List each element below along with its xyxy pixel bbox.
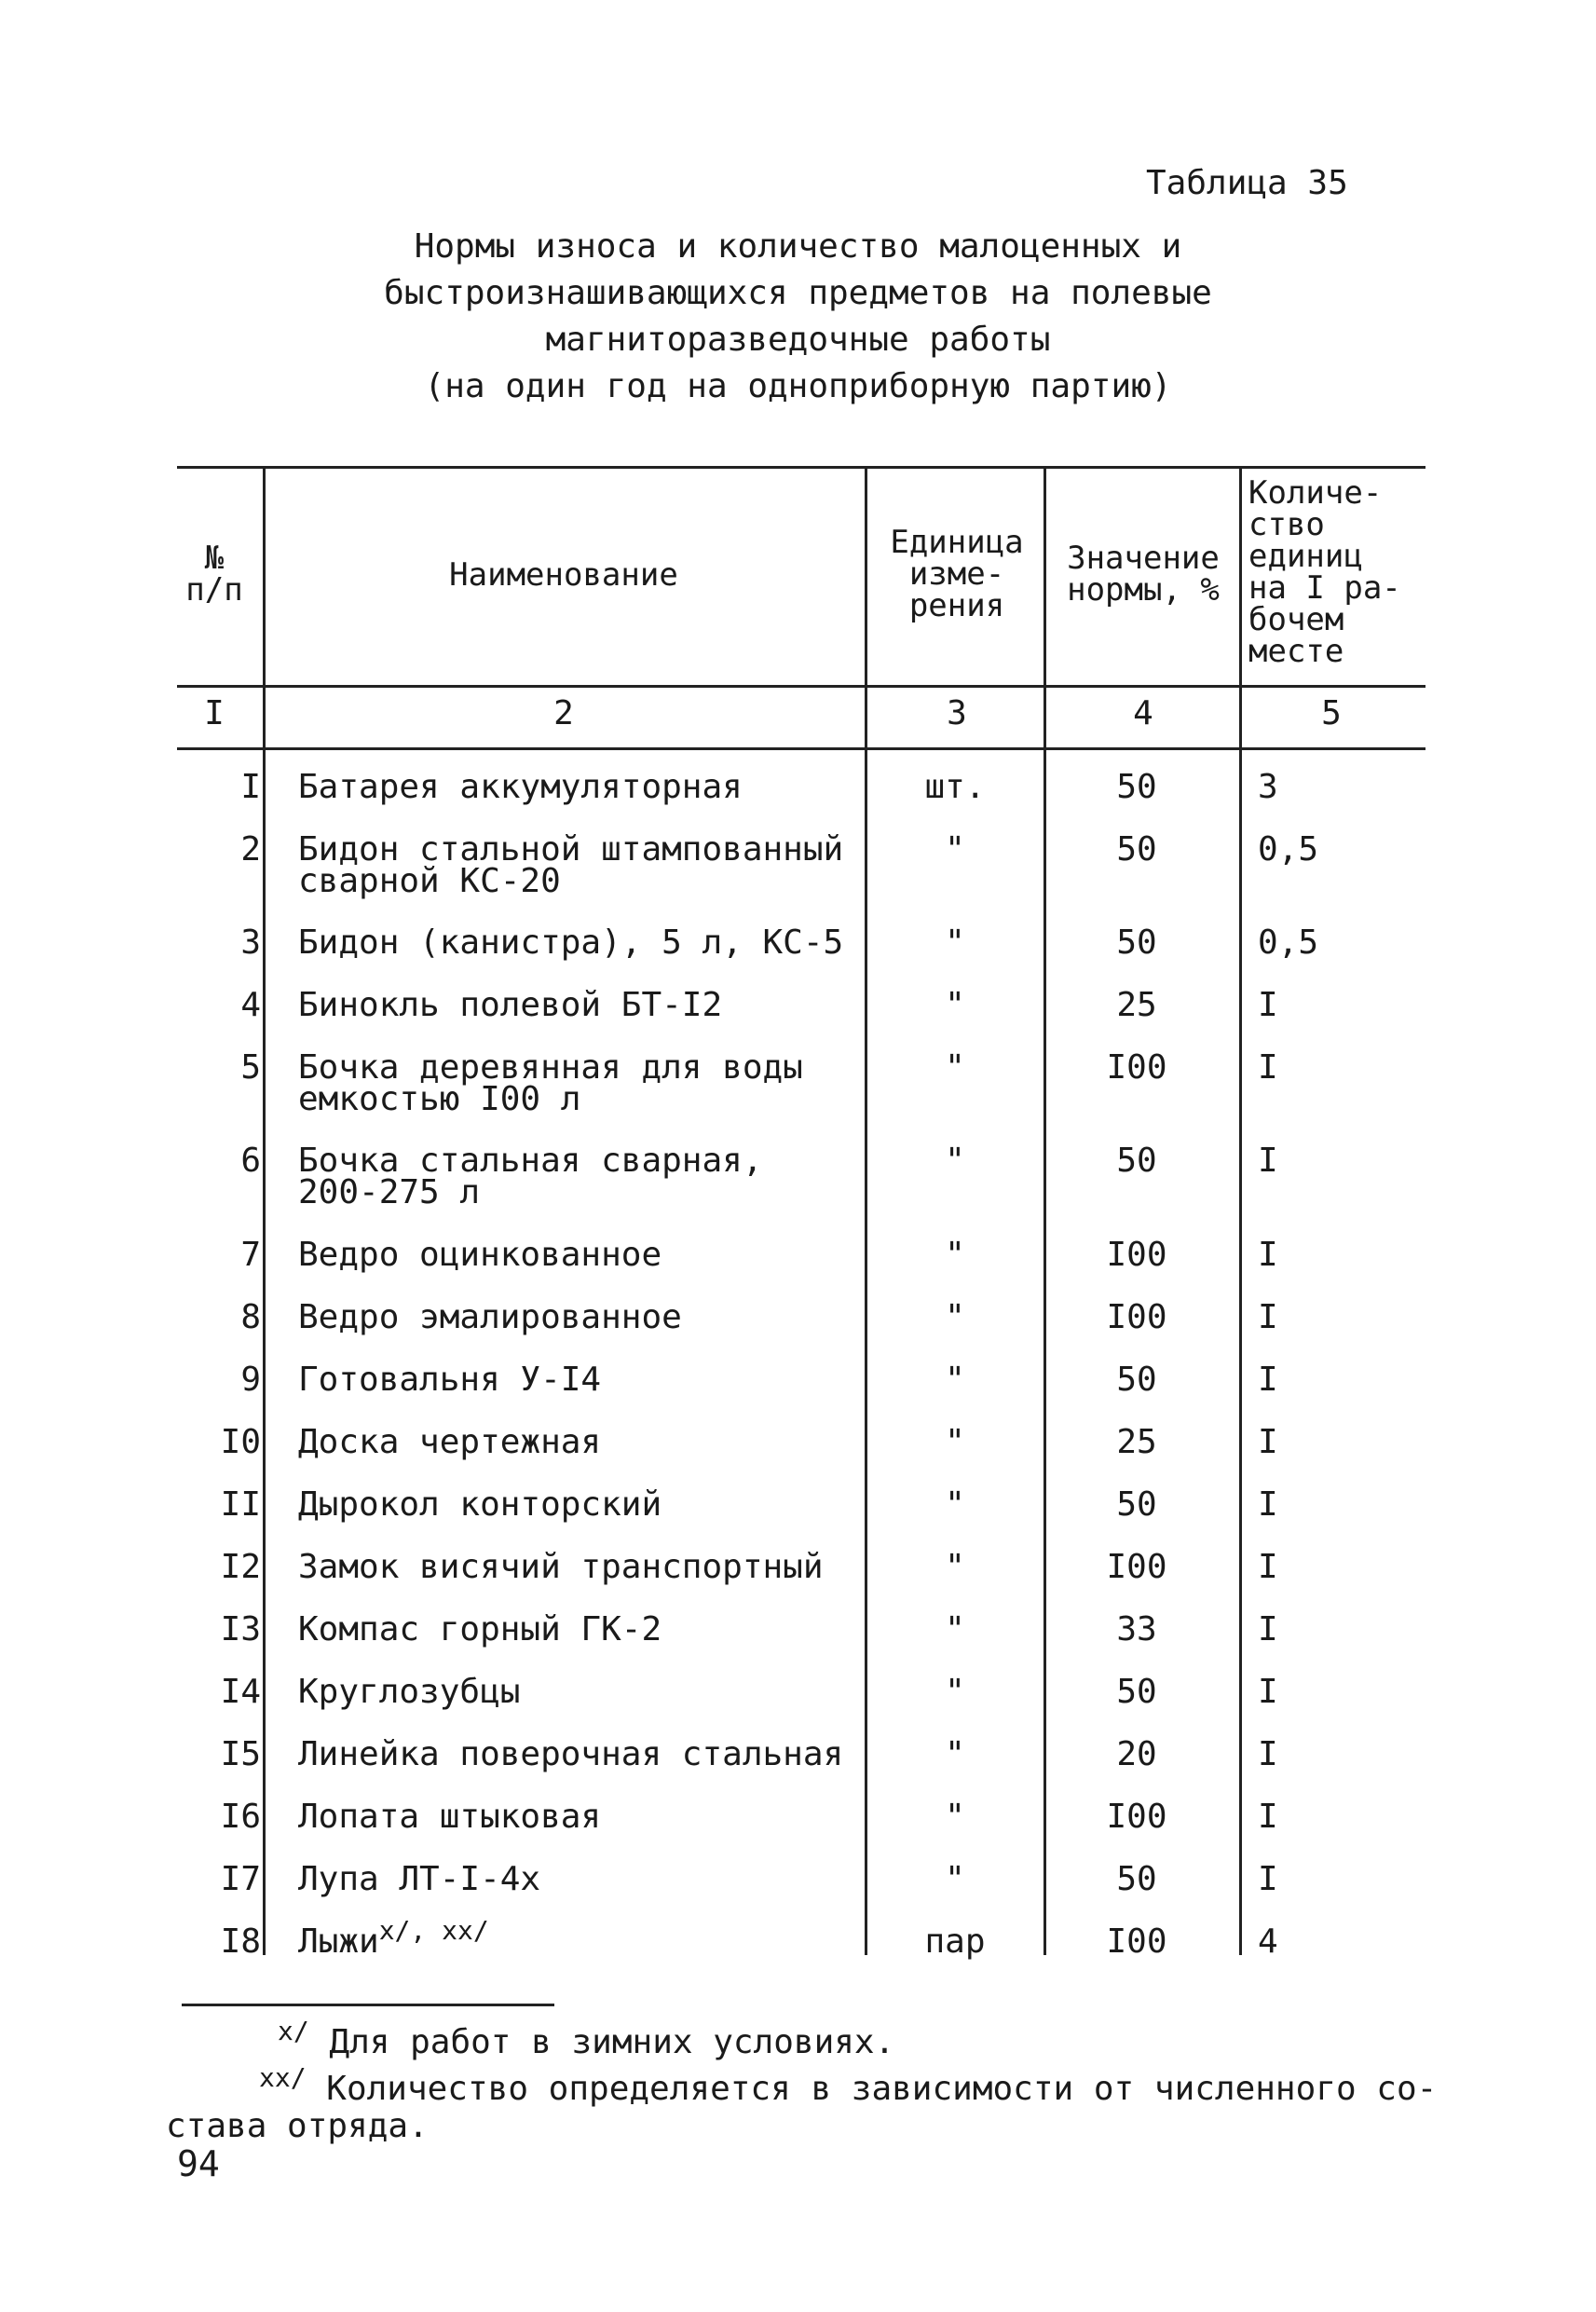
quantity: I: [1258, 1735, 1278, 1773]
quantity: 0,5: [1258, 830, 1319, 869]
unit: ": [945, 1673, 965, 1711]
table-number: Таблица 35: [1146, 164, 1348, 202]
footnote-rule: [182, 2004, 554, 2006]
item-name-line: сварной КС-20: [298, 862, 561, 900]
footnote-mark: хх/: [259, 2062, 307, 2093]
item-name-line: Доска чертежная: [298, 1423, 602, 1461]
item-name: [298, 1673, 894, 1711]
header-number: № п/п: [185, 540, 243, 609]
footnote-2-continuation: става отряда.: [166, 2107, 429, 2145]
unit: ": [945, 1361, 965, 1399]
item-name-line: Готовальня У-I4: [298, 1361, 602, 1399]
quantity: I: [1258, 1236, 1278, 1274]
norm-value: I00: [1106, 1236, 1167, 1274]
row-number: I3: [220, 1610, 261, 1648]
item-name: [298, 830, 894, 900]
row-number: I7: [220, 1860, 261, 1898]
item-name-line: Лупа ЛТ-I-4х: [298, 1860, 541, 1898]
row-number: II: [220, 1485, 261, 1524]
norm-value: 50: [1116, 1673, 1157, 1711]
norm-value: 50: [1116, 1142, 1157, 1180]
header-quantity: Количе- ство единиц на I ра- бочем месте: [1248, 474, 1401, 670]
norm-value: 50: [1116, 923, 1157, 962]
table-top-rule: [177, 466, 1425, 469]
item-name-line: 200-275 л: [298, 1173, 481, 1211]
quantity: 3: [1258, 768, 1278, 806]
item-name: [298, 1048, 894, 1118]
norm-value: 50: [1116, 1485, 1157, 1524]
unit: ": [945, 1485, 965, 1524]
unit: ": [945, 1423, 965, 1461]
item-name: [298, 1236, 894, 1274]
item-name: [298, 1142, 894, 1211]
footnote-2: [259, 2062, 1438, 2108]
norm-value: I00: [1106, 1298, 1167, 1336]
item-name-line: Бидон стальной штампованный: [298, 830, 844, 869]
norm-value: 50: [1116, 1860, 1157, 1898]
footnote-text: Для работ в зимних условиях.: [329, 2023, 895, 2061]
column-divider: [1044, 466, 1046, 1955]
caption-line: Нормы износа и количество малоценных и: [414, 227, 1182, 266]
norm-value: 25: [1116, 1423, 1157, 1461]
row-number: 5: [240, 1048, 261, 1087]
quantity: I: [1258, 1423, 1278, 1461]
item-name-line: Бочка стальная сварная,: [298, 1142, 763, 1180]
table-caption: [0, 224, 1596, 410]
column-number: 2: [553, 694, 574, 732]
item-name-line: Замок висячий транспортный: [298, 1548, 824, 1586]
item-name-line: Бочка деревянная для воды: [298, 1048, 803, 1087]
unit: ": [945, 1860, 965, 1898]
quantity: I: [1258, 1142, 1278, 1180]
row-number: I2: [220, 1548, 261, 1586]
unit: ": [945, 1798, 965, 1836]
item-name: [298, 986, 894, 1024]
unit: ": [945, 1142, 965, 1180]
unit: ": [945, 1298, 965, 1336]
caption-line: быстроизнашивающихся предметов на полевые: [384, 274, 1212, 312]
item-name: [298, 1610, 894, 1648]
row-number: 9: [240, 1361, 261, 1399]
header-name: Наименование: [449, 556, 678, 594]
norm-value: 33: [1116, 1610, 1157, 1648]
quantity: I: [1258, 1673, 1278, 1711]
column-number: 4: [1133, 694, 1153, 732]
unit: ": [945, 1610, 965, 1648]
column-divider: [865, 466, 867, 1955]
row-number: I5: [220, 1735, 261, 1773]
item-name-line: Ведро эмалированное: [298, 1298, 682, 1336]
column-number: 5: [1321, 694, 1342, 732]
item-name-line: Лопата штыковая: [298, 1798, 602, 1836]
item-name-text: Лыжи: [298, 1922, 379, 1961]
norm-value: I00: [1106, 1922, 1167, 1961]
item-name: [298, 1915, 894, 1961]
unit: ": [945, 1236, 965, 1274]
footnote-1: [278, 2016, 895, 2061]
norm-value: 50: [1116, 1361, 1157, 1399]
unit: ": [945, 1048, 965, 1087]
item-name: [298, 1798, 894, 1836]
header-bottom-rule: [177, 685, 1425, 688]
item-name: [298, 1361, 894, 1399]
item-name: [298, 923, 894, 962]
colnum-bottom-rule: [177, 747, 1425, 750]
column-divider: [263, 466, 266, 1955]
item-name: [298, 1548, 894, 1586]
page-number: 94: [177, 2143, 220, 2184]
row-number: I8: [220, 1922, 261, 1961]
quantity: I: [1258, 1485, 1278, 1524]
quantity: I: [1258, 1860, 1278, 1898]
row-number: I4: [220, 1673, 261, 1711]
unit: шт.: [924, 768, 986, 806]
quantity: I: [1258, 1361, 1278, 1399]
row-number: 6: [240, 1142, 261, 1180]
item-name: [298, 1298, 894, 1336]
item-name-line: Батарея аккумуляторная: [298, 768, 743, 806]
quantity: I: [1258, 1610, 1278, 1648]
item-name-line: Ведро оцинкованное: [298, 1236, 662, 1274]
row-number: 2: [240, 830, 261, 869]
caption-line: (на один год на одноприборную партию): [424, 367, 1172, 405]
row-number: I: [240, 768, 261, 806]
unit: ": [945, 923, 965, 962]
item-name: [298, 1860, 894, 1898]
quantity: I: [1258, 1048, 1278, 1087]
unit: ": [945, 830, 965, 869]
footnote-reference: х/, хх/: [378, 1915, 489, 1946]
item-name-line: Дырокол конторский: [298, 1485, 662, 1524]
item-name: [298, 1485, 894, 1524]
norm-value: I00: [1106, 1048, 1167, 1087]
quantity: I: [1258, 986, 1278, 1024]
item-name: [298, 1423, 894, 1461]
item-name-line: Бидон (канистра), 5 л, КС-5: [298, 923, 844, 962]
norm-value: 25: [1116, 986, 1157, 1024]
item-name-line: Компас горный ГК-2: [298, 1610, 662, 1648]
column-number: I: [204, 694, 225, 732]
item-name-line: [298, 1915, 894, 1961]
norm-value: 50: [1116, 768, 1157, 806]
row-number: 3: [240, 923, 261, 962]
row-number: I0: [220, 1423, 261, 1461]
row-number: 8: [240, 1298, 261, 1336]
unit: пар: [924, 1922, 986, 1961]
item-name-line: Бинокль полевой БТ-I2: [298, 986, 723, 1024]
quantity: I: [1258, 1798, 1278, 1836]
quantity: 4: [1258, 1922, 1278, 1961]
footnote-mark: х/: [278, 2016, 309, 2046]
caption-line: магниторазведочные работы: [545, 321, 1051, 359]
header-norm: Значение нормы, %: [1067, 540, 1220, 609]
norm-value: I00: [1106, 1798, 1167, 1836]
row-number: I6: [220, 1798, 261, 1836]
row-number: 7: [240, 1236, 261, 1274]
item-name-line: Круглозубцы: [298, 1673, 521, 1711]
unit: ": [945, 1735, 965, 1773]
quantity: I: [1258, 1548, 1278, 1586]
column-number: 3: [947, 694, 967, 732]
item-name-line: емкостью I00 л: [298, 1080, 581, 1118]
item-name: [298, 768, 894, 806]
footnote-text: Количество определяется в зависимости от численного со-: [326, 2070, 1438, 2108]
item-name-line: Линейка поверочная стальная: [298, 1735, 844, 1773]
row-number: 4: [240, 986, 261, 1024]
unit: ": [945, 1548, 965, 1586]
norm-value: I00: [1106, 1548, 1167, 1586]
quantity: 0,5: [1258, 923, 1319, 962]
norm-value: 50: [1116, 830, 1157, 869]
column-divider: [1239, 466, 1242, 1955]
quantity: I: [1258, 1298, 1278, 1336]
header-unit: Единица изме- рения: [890, 524, 1024, 624]
unit: ": [945, 986, 965, 1024]
norm-value: 20: [1116, 1735, 1157, 1773]
item-name: [298, 1735, 894, 1773]
